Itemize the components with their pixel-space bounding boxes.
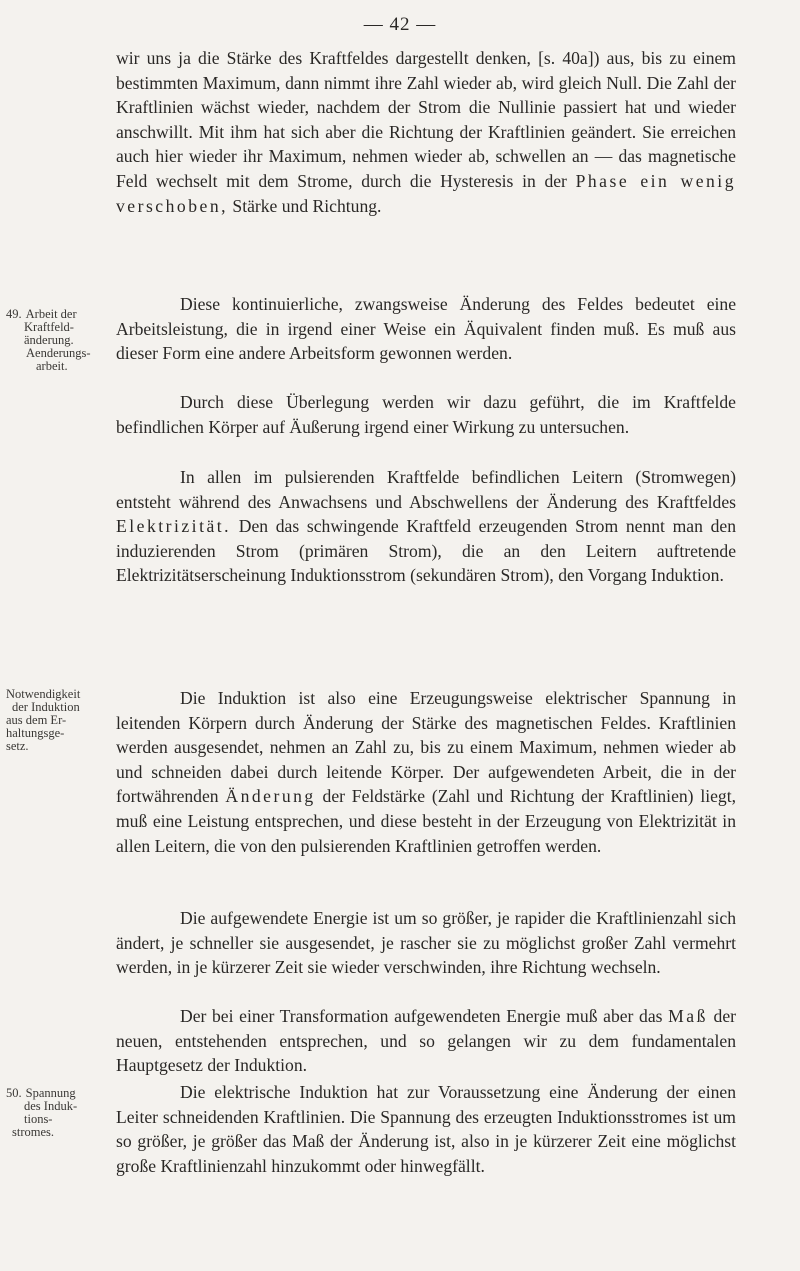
paragraph-ueberlegung: Durch diese Überlegung werden wir dazu geführt, die im Kraftfelde befindlichen Körper auf Äußerung irgend einer Wirkung zu untersuchen. [116,392,736,437]
margin-note-notwendigkeit: Notwendigkeit der Induktion aus dem Er- haltungsge- setz. [6,687,81,753]
paragraph-erzeugungsweise: Die Induktion ist also eine Erzeugungsweise elektrischer Spannung in leitenden Körpern durch Änderung der Stärke des magnetischen Feldes. Kraftlinien werden ausgesendet, nehmen an Zahl zu, bis zu einem Maximum, nehmen wieder ab und schneiden dabei durch leitende Körper. Der aufgewendeten Arbeit, die in der fortwährenden Änderung der Feldstärke (Zahl und Richtung der Kraftlinien) liegt, muß eine Leistung entsprechen, und diese besteht in der Erzeugung von Elektrizität in allen Leitern, die von den pulsierenden Kraftlinien getroffen werden. [116,688,736,856]
margin-note-50: 50. Spannung des Induk- tions- stromes. [6,1086,78,1139]
paragraph-energie: Die aufgewendete Energie ist um so größer, je rapider die Kraftlinienzahl sich ändert, je schneller sie ausgesendet, je rascher sie zu möglichst großer Zahl vermehrt werden, in je kürzerer Zeit sie wieder verschwinden, ihre Richtung wechseln. [116,908,736,978]
paragraph-transformation: Der bei einer Transformation aufgewendeten Energie muß aber das Maß der neuen, entstehenden entsprechen, und so gelangen wir zu dem fundamentalen Hauptgesetz der Induktion. [116,1006,736,1076]
margin-note-49: 49. Arbeit der Kraftfeld- änderung. Aenderungs- arbeit. [6,307,91,373]
page-number: — 42 — [363,14,437,35]
paragraph-induktion-definition: In allen im pulsierenden Kraftfelde befindlichen Leitern (Stromwegen) entsteht während des Anwachsens und Abschwellens der Änderung des Kraftfeldes Elektrizität. Den das schwingende Kraftfeld erzeugenden Strom nennt man den induzierenden Strom (primären Strom), die an den Leitern auftretende Elektrizitätserscheinung Induktionsstrom (sekundären Strom), den Vorgang Induktion. [116,467,736,586]
paragraph-arbeitsleistung: Diese kontinuierliche, zwangsweise Änderung des Feldes bedeutet eine Arbeitsleistung, die in irgend einer Weise ein Äquivalent finden muß. Es muß aus dieser Form eine andere Arbeitsform gewonnen werden. [116,294,736,364]
paragraph-continuation: wir uns ja die Stärke des Kraftfeldes dargestellt denken, [s. 40a]) aus, bis zu einem bestimmten Maximum, dann nimmt ihre Zahl wieder ab, wird gleich Null. Die Zahl der Kraftlinien wächst wieder, nachdem der Strom die Nullinie passiert hat und wieder anschwillt. Mit ihm hat sich aber die Richtung der Kraftlinien geändert. Sie erreichen auch hier wieder ihr Maximum, nehmen wieder ab, schwellen an — das magnetische Feld wechselt mit dem Strome, durch die Hysteresis in der Phase ein wenig verschoben, Stärke und Richtung. [116,48,736,216]
paragraph-spannung-induktionsstrom: Die elektrische Induktion hat zur Voraussetzung eine Änderung der einen Leiter schneidenden Kraftlinien. Die Spannung des erzeugten Induktionsstromes ist um so größer, je größer das Maß der Änderung ist, also in je kürzerer Zeit eine möglichst große Kraftlinienzahl hinzukommt oder hinwegfällt. [116,1082,736,1176]
